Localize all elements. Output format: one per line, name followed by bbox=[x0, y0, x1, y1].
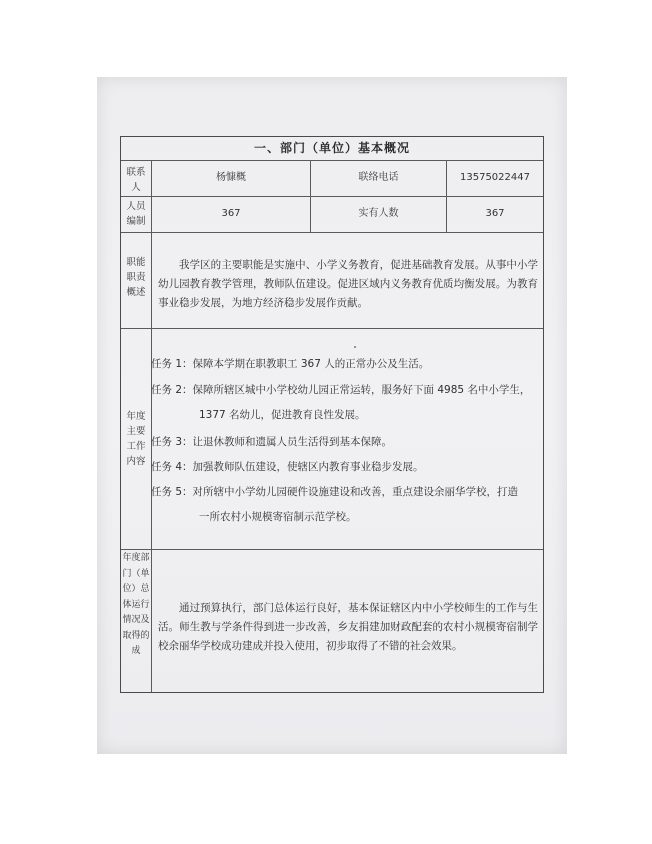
task-prefix: 任务 2： bbox=[151, 384, 193, 396]
task-text-continued: 1377 名幼儿，促进教育良性发展。 bbox=[199, 409, 366, 421]
duties-text: 我学区的主要职能是实施中、小学义务教育，促进基础教育发展。从事中小学幼儿园教育教学管理，教师队伍建设。促进区域内义务教育优质均衡发展。为教育事业稳步发展，为地方经济稳步发展作贡献。 bbox=[158, 259, 538, 309]
contact-name: 杨慷概 bbox=[216, 172, 246, 183]
task-item bbox=[151, 356, 535, 372]
task-text-continued: 一所农村小规模寄宿制示范学校。 bbox=[199, 511, 357, 523]
phone-label: 联络电话 bbox=[358, 172, 399, 183]
staffing-value: 367 bbox=[221, 208, 241, 219]
task-item bbox=[151, 382, 535, 423]
task-prefix: 任务 3： bbox=[151, 436, 193, 448]
ink-dot bbox=[354, 346, 356, 348]
overall-label: 年度部门（单位）总体运行情况及取得的成 bbox=[122, 553, 150, 656]
phone-value: 13575022447 bbox=[460, 172, 530, 183]
task-text: 对所辖中小学幼儿园硬件设施建设和改善，重点建设余丽华学校，打造 bbox=[192, 486, 519, 498]
staffing-label: 人员编制 bbox=[126, 201, 146, 227]
duties-label: 职能职责概述 bbox=[126, 257, 146, 298]
actual-staff-label: 实有人数 bbox=[358, 208, 399, 219]
row-divider bbox=[121, 328, 543, 329]
task-text: 保障本学期在职教职工 367 人的正常办公及生活。 bbox=[192, 358, 430, 370]
page-title: 一、部门（单位）基本概况 bbox=[253, 141, 410, 155]
actual-staff-value: 367 bbox=[485, 208, 505, 219]
task-text: 保障所辖区城中小学校幼儿园正常运转，服务好下面 4985 名中小学生， bbox=[192, 384, 531, 396]
task-item bbox=[151, 459, 535, 475]
task-prefix: 任务 1： bbox=[151, 358, 193, 370]
row-divider bbox=[121, 232, 543, 233]
annual-work-label: 年度主要工作内容 bbox=[126, 411, 146, 467]
task-text: 加强教师队伍建设，使辖区内教育事业稳步发展。 bbox=[192, 461, 424, 473]
row-divider bbox=[121, 549, 543, 550]
task-prefix: 任务 4： bbox=[151, 461, 193, 473]
overall-text: 通过预算执行，部门总体运行良好，基本保证辖区内中小学校师生的工作与生活。师生教与学条件得到进一步改善，乡友捐建加财政配套的农村小规模寄宿制学校余丽华学校成功建成并投入使用，初步取得了不错的社会效果。 bbox=[158, 602, 538, 652]
task-item bbox=[151, 484, 535, 525]
column-divider bbox=[151, 160, 152, 692]
task-text: 让退休教师和遗属人员生活得到基本保障。 bbox=[192, 436, 393, 448]
overview-table bbox=[120, 136, 544, 693]
contact-label: 联系人 bbox=[126, 167, 146, 193]
task-item bbox=[151, 434, 535, 450]
task-prefix: 任务 5： bbox=[151, 486, 193, 498]
